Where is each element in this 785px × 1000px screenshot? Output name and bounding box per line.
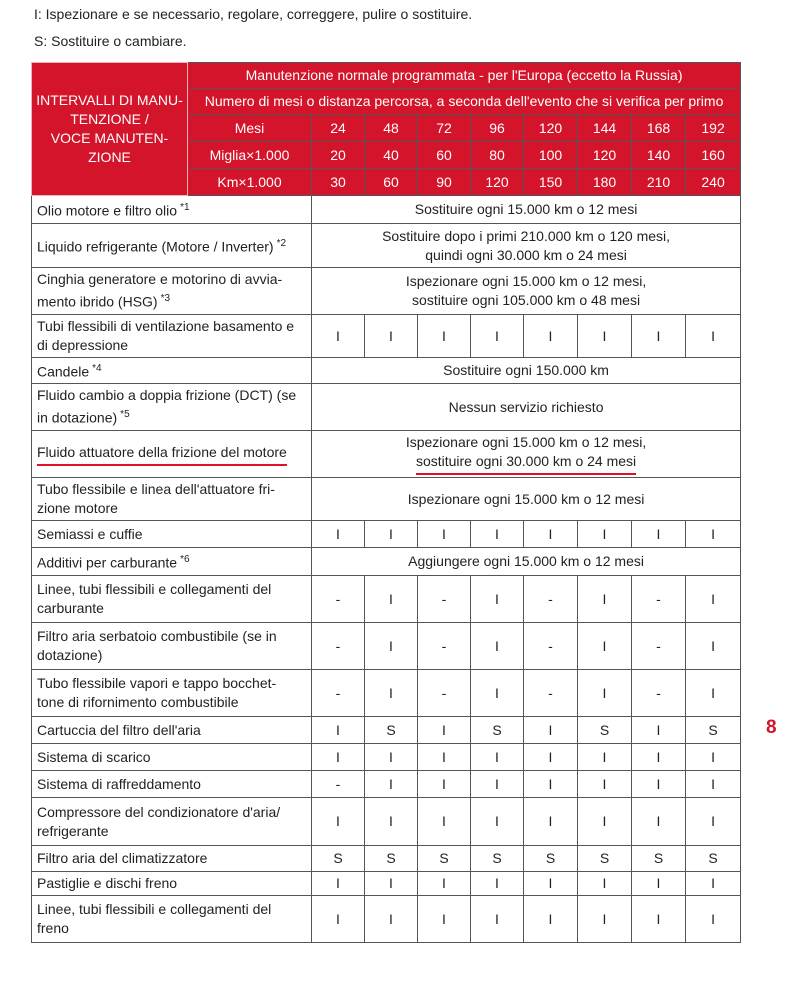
schedule-cell: I [686, 896, 741, 943]
schedule-cell: I [686, 670, 741, 717]
page-number: 8 [766, 717, 777, 738]
schedule-cell: I [365, 872, 418, 896]
schedule-cell: I [524, 717, 578, 744]
item-name: Sistema di raffreddamento [37, 775, 201, 792]
table-row [32, 521, 741, 548]
item-name-cell [32, 196, 312, 224]
schedule-cell: S [686, 717, 741, 744]
schedule-cell: I [686, 798, 741, 846]
schedule-cell: - [312, 771, 365, 798]
schedule-cell: I [578, 521, 632, 548]
schedule-cell: S [365, 717, 418, 744]
schedule-cell: I [312, 798, 365, 846]
table-row [32, 478, 741, 521]
item-note: *5 [120, 409, 130, 421]
schedule-cell: I [418, 896, 471, 943]
interval-value: 90 [418, 169, 471, 196]
schedule-cell: S [578, 717, 632, 744]
table-row [32, 548, 741, 576]
span-instruction-line1: Ispezionare ogni 15.000 km o 12 mesi, [405, 434, 647, 450]
interval-value: 120 [524, 115, 578, 142]
schedule-cell: I [471, 896, 524, 943]
interval-value: 100 [524, 142, 578, 169]
schedule-cell: I [365, 798, 418, 846]
schedule-cell: I [578, 744, 632, 771]
span-instruction: Aggiungere ogni 15.000 km o 12 mesi [312, 548, 741, 576]
table-row [32, 896, 741, 943]
schedule-cell: I [524, 744, 578, 771]
schedule-cell: I [686, 576, 741, 623]
schedule-cell: I [524, 896, 578, 943]
table-row [32, 268, 741, 315]
schedule-cell: I [578, 315, 632, 358]
schedule-cell: I [365, 744, 418, 771]
schedule-cell: I [365, 576, 418, 623]
legend-inspect: I: Ispezionare e se necessario, regolare, correggere, pulire o sostituire. [34, 6, 473, 22]
item-name-cell [32, 431, 312, 478]
schedule-cell: I [686, 315, 741, 358]
schedule-cell: I [524, 771, 578, 798]
span-instruction: Sostituire dopo i primi 210.000 km o 120 mesi, quindi ogni 30.000 km o 24 mesi [312, 224, 741, 268]
interval-value: 30 [312, 169, 365, 196]
schedule-cell: I [312, 315, 365, 358]
item-name-cell [32, 576, 312, 623]
schedule-cell: S [365, 846, 418, 872]
schedule-cell: I [686, 623, 741, 670]
item-name: Pastiglie e dischi freno [37, 875, 178, 891]
schedule-cell: I [632, 315, 686, 358]
schedule-cell: I [632, 744, 686, 771]
corner-title: INTERVALLI DI MANU- TENZIONE / VOCE MANUTEN- ZIONE [32, 63, 188, 196]
item-name: Compressore del condizionatore d'aria/ refrigerante [37, 803, 281, 839]
interval-value: 96 [471, 115, 524, 142]
schedule-cell: - [312, 623, 365, 670]
interval-value: 20 [312, 142, 365, 169]
interval-value: 240 [686, 169, 741, 196]
schedule-cell: I [418, 798, 471, 846]
schedule-cell: I [686, 771, 741, 798]
schedule-cell: I [312, 872, 365, 896]
schedule-cell: I [312, 896, 365, 943]
table-row [32, 744, 741, 771]
header-row-program [32, 63, 741, 89]
interval-value: 140 [632, 142, 686, 169]
interval-value: 40 [365, 142, 418, 169]
schedule-cell: - [524, 623, 578, 670]
item-note: *3 [160, 293, 171, 305]
item-name: Tubo flessibile e linea dell'attuatore fri- zione motore [37, 481, 275, 516]
program-title: Manutenzione normale programmata - per l'Europa (eccetto la Russia) [188, 63, 741, 89]
item-name: Cartuccia del filtro dell'aria [37, 721, 201, 738]
schedule-cell: - [524, 576, 578, 623]
schedule-cell: I [578, 771, 632, 798]
schedule-cell: I [471, 315, 524, 358]
schedule-cell: I [471, 521, 524, 548]
program-subtitle: Numero di mesi o distanza percorsa, a seconda dell'evento che si verifica per primo [188, 89, 741, 115]
schedule-cell: S [686, 846, 741, 872]
schedule-cell: I [312, 744, 365, 771]
schedule-cell: S [471, 717, 524, 744]
table-row [32, 196, 741, 224]
item-name-cell [32, 315, 312, 358]
interval-value: 120 [578, 142, 632, 169]
interval-value: 48 [365, 115, 418, 142]
interval-value: 210 [632, 169, 686, 196]
item-name-cell [32, 771, 312, 798]
schedule-cell: I [632, 798, 686, 846]
table-row [32, 798, 741, 846]
schedule-cell: I [524, 798, 578, 846]
schedule-cell: I [365, 771, 418, 798]
item-name: Tubi flessibili di ventilazione basamento e di depressione [37, 318, 295, 353]
schedule-cell: I [686, 521, 741, 548]
item-name: Candele [37, 363, 90, 380]
item-name-cell [32, 872, 312, 896]
schedule-cell: S [524, 846, 578, 872]
schedule-cell: I [418, 315, 471, 358]
item-name: Additivi per carburante [37, 554, 178, 571]
schedule-cell: I [578, 872, 632, 896]
schedule-cell: - [418, 576, 471, 623]
span-instruction: Nessun servizio richiesto [312, 384, 741, 431]
table-row [32, 358, 741, 384]
item-name: Fluido cambio a doppia frizione (DCT) (se in dotazione) [37, 387, 297, 426]
table-row [32, 224, 741, 268]
schedule-cell: I [632, 872, 686, 896]
schedule-cell: - [312, 670, 365, 717]
item-name-cell [32, 744, 312, 771]
span-instruction: Sostituire ogni 15.000 km o 12 mesi [312, 196, 741, 224]
schedule-cell: - [524, 670, 578, 717]
span-instruction: Ispezionare ogni 15.000 km o 12 mesi, sostituire ogni 105.000 km o 48 mesi [312, 268, 741, 315]
item-note: *2 [276, 238, 287, 250]
schedule-cell: - [418, 670, 471, 717]
span-instruction [312, 431, 741, 478]
schedule-cell: I [578, 576, 632, 623]
schedule-cell: I [524, 315, 578, 358]
schedule-cell: I [471, 771, 524, 798]
schedule-cell: I [365, 670, 418, 717]
item-note: *1 [180, 202, 190, 214]
item-name: Linee, tubi flessibili e collegamenti del carburante [37, 581, 272, 616]
item-name: Tubo flessibile vapori e tappo bocchet- tone di rifornimento combustibile [37, 675, 277, 710]
interval-label: Km×1.000 [188, 169, 312, 196]
span-instruction: Sostituire ogni 150.000 km [312, 358, 741, 384]
schedule-cell: I [524, 872, 578, 896]
interval-value: 120 [471, 169, 524, 196]
table-row [32, 771, 741, 798]
table-row [32, 717, 741, 744]
span-instruction: Ispezionare ogni 15.000 km o 12 mesi [312, 478, 741, 521]
schedule-cell: S [632, 846, 686, 872]
interval-label: Mesi [188, 115, 312, 142]
schedule-cell: I [418, 872, 471, 896]
schedule-cell: I [578, 623, 632, 670]
item-name: Linee, tubi flessibili e collegamenti del freno [37, 901, 272, 936]
interval-value: 144 [578, 115, 632, 142]
schedule-cell: I [632, 771, 686, 798]
schedule-cell: I [471, 744, 524, 771]
table-row [32, 623, 741, 670]
schedule-cell: I [524, 521, 578, 548]
schedule-cell: I [312, 521, 365, 548]
table-row [32, 872, 741, 896]
schedule-cell: - [418, 623, 471, 670]
schedule-cell: I [471, 623, 524, 670]
item-name-cell [32, 478, 312, 521]
schedule-cell: - [632, 670, 686, 717]
item-name-cell [32, 548, 312, 576]
item-name-cell [32, 521, 312, 548]
table-row [32, 315, 741, 358]
schedule-cell: S [312, 846, 365, 872]
item-name-cell [32, 224, 312, 268]
interval-value: 60 [418, 142, 471, 169]
span-instruction-line2: sostituire ogni 30.000 km o 24 mesi [416, 452, 636, 475]
schedule-cell: I [471, 670, 524, 717]
schedule-cell: S [418, 846, 471, 872]
legend-replace: S: Sostituire o cambiare. [34, 33, 187, 49]
item-name: Liquido refrigerante (Motore / Inverter) [37, 238, 274, 255]
schedule-cell: I [632, 896, 686, 943]
schedule-cell: I [578, 798, 632, 846]
schedule-cell: I [418, 717, 471, 744]
interval-value: 160 [686, 142, 741, 169]
item-name-cell [32, 358, 312, 384]
table-row [32, 670, 741, 717]
item-name: Filtro aria serbatoio combustibile (se in dotazione) [37, 628, 277, 663]
item-name-cell [32, 384, 312, 431]
interval-value: 150 [524, 169, 578, 196]
schedule-cell: I [471, 576, 524, 623]
schedule-cell: I [365, 623, 418, 670]
table-row [32, 431, 741, 478]
schedule-cell: S [578, 846, 632, 872]
item-note: *4 [92, 363, 102, 375]
schedule-cell: I [418, 771, 471, 798]
interval-value: 180 [578, 169, 632, 196]
interval-value: 192 [686, 115, 741, 142]
table-row [32, 384, 741, 431]
schedule-cell: I [365, 896, 418, 943]
item-name: Sistema di scarico [37, 748, 151, 765]
item-note: *6 [180, 554, 190, 566]
item-name: Cinghia generatore e motorino di avvia- mento ibrido (HSG) [37, 271, 283, 310]
item-name-cell [32, 268, 312, 315]
interval-value: 168 [632, 115, 686, 142]
item-name: Fluido attuatore della frizione del motore [37, 443, 287, 466]
item-name: Olio motore e filtro olio [37, 202, 178, 219]
table-row [32, 846, 741, 872]
schedule-cell: I [632, 717, 686, 744]
schedule-cell: I [578, 670, 632, 717]
interval-value: 72 [418, 115, 471, 142]
schedule-cell: I [418, 744, 471, 771]
schedule-cell: I [418, 521, 471, 548]
schedule-cell: I [632, 521, 686, 548]
schedule-cell: I [471, 872, 524, 896]
item-name-cell [32, 717, 312, 744]
table-row [32, 576, 741, 623]
item-name-cell [32, 896, 312, 943]
schedule-cell: - [632, 576, 686, 623]
schedule-cell: - [312, 576, 365, 623]
schedule-cell: - [632, 623, 686, 670]
interval-value: 24 [312, 115, 365, 142]
interval-value: 80 [471, 142, 524, 169]
schedule-cell: I [686, 872, 741, 896]
item-name: Semiassi e cuffie [37, 525, 143, 542]
schedule-cell: S [471, 846, 524, 872]
schedule-cell: I [471, 798, 524, 846]
item-name-cell [32, 846, 312, 872]
interval-value: 60 [365, 169, 418, 196]
item-name: Filtro aria del climatizzatore [37, 850, 208, 866]
item-name-cell [32, 798, 312, 846]
item-name-cell [32, 670, 312, 717]
schedule-cell: I [686, 744, 741, 771]
schedule-cell: I [578, 896, 632, 943]
schedule-cell: I [365, 521, 418, 548]
schedule-cell: I [365, 315, 418, 358]
interval-label: Miglia×1.000 [188, 142, 312, 169]
item-name-cell [32, 623, 312, 670]
maintenance-schedule-table [31, 62, 741, 943]
schedule-cell: I [312, 717, 365, 744]
